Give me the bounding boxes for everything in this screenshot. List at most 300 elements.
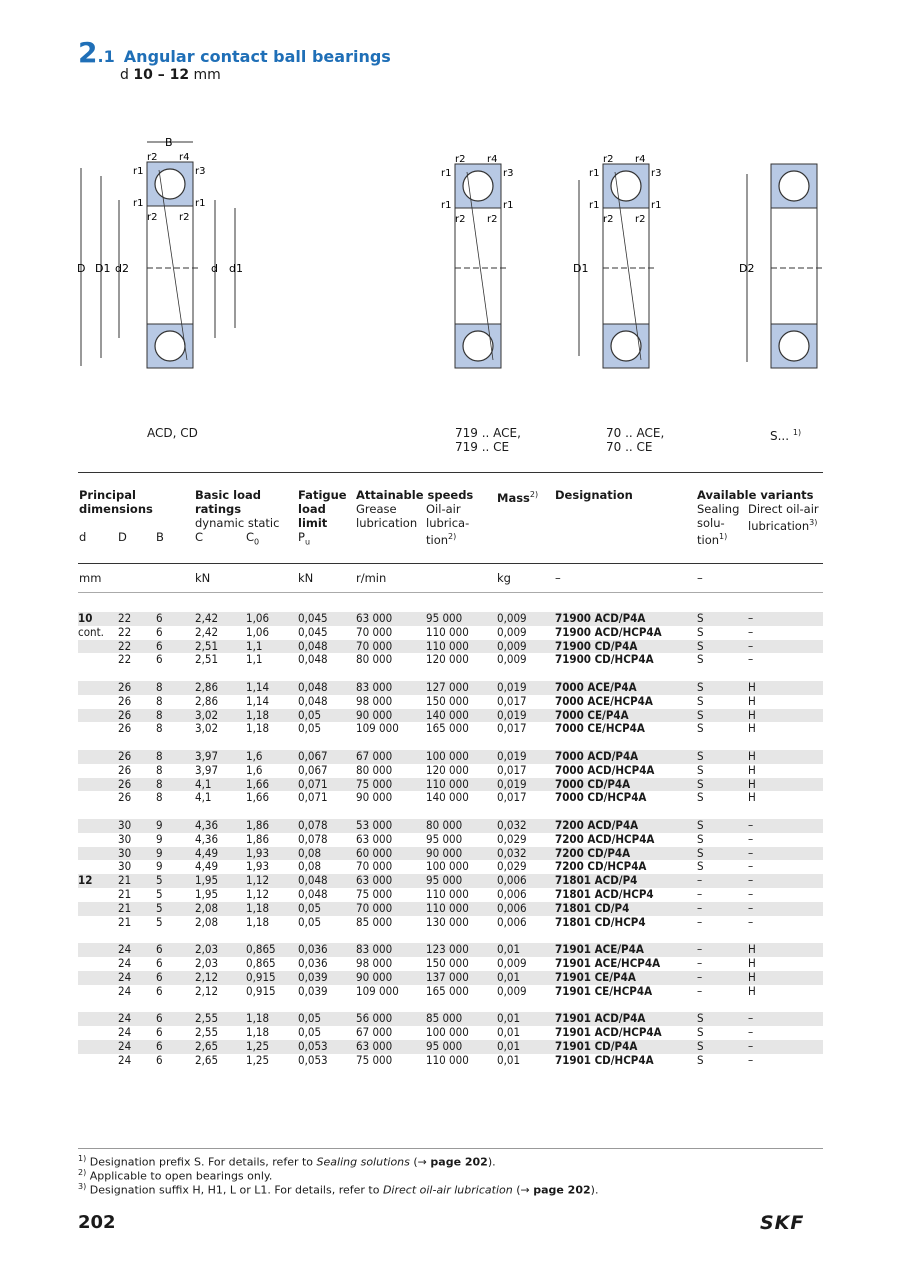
- table-cell: 1,95: [195, 874, 246, 888]
- table-cell: 95 000: [426, 612, 497, 626]
- svg-text:r2: r2: [603, 154, 614, 165]
- table-cell: 0,017: [497, 762, 527, 777]
- table-cell: [78, 888, 118, 902]
- table-cell: 7200 CD/P4A: [555, 847, 697, 861]
- table-cell: 70 000: [356, 859, 393, 874]
- table-cell: 2,51: [195, 640, 246, 654]
- table-cell: [78, 750, 118, 764]
- table-cell: 90 000: [356, 790, 393, 805]
- svg-text:r1: r1: [503, 200, 514, 211]
- table-cell: 24: [118, 1012, 156, 1026]
- table-cell: 0,05: [298, 721, 322, 736]
- table-cell: 150 000: [426, 955, 469, 970]
- table-cell: 80 000: [356, 762, 393, 777]
- table-cell: 5: [156, 914, 163, 929]
- table-cell: 0,036: [298, 943, 356, 957]
- table-cell: 80 000: [356, 652, 393, 667]
- table-cell: 0,019: [497, 778, 555, 792]
- table-cell: 71801 ACD/HCP4: [555, 886, 654, 901]
- table-cell: 1,93: [246, 859, 270, 874]
- table-cell: 24: [118, 955, 132, 970]
- table-cell: 2,55: [195, 1024, 219, 1039]
- table-cell: 0,048: [298, 693, 328, 708]
- group-gap: [78, 736, 823, 750]
- table-cell: 110 000: [426, 640, 497, 654]
- svg-text:D1: D1: [573, 262, 589, 275]
- dimension-range: d 10 – 12 mm: [120, 67, 221, 83]
- table-row: [78, 653, 823, 667]
- table-cell: 8: [156, 778, 195, 792]
- table-cell: 110 000: [426, 886, 469, 901]
- table-cell: H: [748, 762, 756, 777]
- skf-logo: SKF: [760, 1212, 805, 1234]
- hdr-mass: Mass$^{2)}$: [497, 490, 539, 505]
- table-cell: –: [748, 874, 823, 888]
- table-cell: 2,03: [195, 955, 219, 970]
- table-cell: 70 000: [356, 640, 426, 654]
- table-row: [78, 957, 823, 971]
- table-row: [78, 640, 823, 654]
- svg-text:r4: r4: [179, 152, 190, 163]
- table-cell: –: [748, 902, 823, 916]
- table-cell: 0,08: [298, 859, 322, 874]
- table-cell: 71901 ACD/P4A: [555, 1012, 697, 1026]
- svg-text:r2: r2: [455, 154, 466, 165]
- table-cell: –: [697, 983, 703, 998]
- table-cell: [78, 819, 118, 833]
- table-cell: 67 000: [356, 750, 426, 764]
- table-cell: 7200 ACD/HCP4A: [555, 831, 655, 846]
- table-cell: H: [748, 693, 756, 708]
- table-cell: 90 000: [356, 709, 426, 723]
- table-cell: 4,1: [195, 790, 212, 805]
- hdr-sealing: Sealing solu- tion$^{1)}$: [697, 502, 740, 547]
- table-row: [78, 943, 823, 957]
- table-cell: 0,08: [298, 847, 356, 861]
- table-cell: 9: [156, 819, 195, 833]
- table-cell: –: [748, 624, 754, 639]
- table-cell: –: [748, 819, 823, 833]
- table-cell: 71901 CD/HCP4A: [555, 1052, 654, 1067]
- table-cell: 6: [156, 943, 195, 957]
- table-cell: 2,65: [195, 1040, 246, 1054]
- table-cell: 7000 CE/P4A: [555, 709, 697, 723]
- svg-text:d1: d1: [229, 262, 243, 275]
- table-cell: 22: [118, 624, 132, 639]
- table-cell: –: [748, 914, 754, 929]
- table-cell: H: [748, 709, 823, 723]
- svg-text:D2: D2: [739, 262, 755, 275]
- svg-text:r1: r1: [651, 200, 662, 211]
- svg-text:r4: r4: [635, 154, 646, 165]
- table-row: [78, 985, 823, 999]
- table-cell: 1,25: [246, 1052, 270, 1067]
- table-cell: 22: [118, 640, 156, 654]
- table-cell: 8: [156, 693, 163, 708]
- group-gap: [78, 805, 823, 819]
- table-cell: 3,97: [195, 762, 219, 777]
- footnote-3: $^{3)}$ Designation suffix H, H1, L or L1. For details, refer to Direct oil-air lubrication (→ page 202).: [78, 1182, 599, 1197]
- table-cell: 26: [118, 721, 132, 736]
- table-cell: 8: [156, 750, 195, 764]
- bearing-drawings: [75, 130, 835, 390]
- table-cell: 1,66: [246, 778, 298, 792]
- table-cell: 1,18: [246, 721, 270, 736]
- table-cell: S: [697, 1040, 748, 1054]
- table-cell: 6: [156, 640, 195, 654]
- table-cell: S: [697, 1052, 704, 1067]
- table-cell: 1,86: [246, 831, 270, 846]
- table-cell: 71900 ACD/HCP4A: [555, 624, 662, 639]
- table-cell: [78, 916, 118, 930]
- table-cell: 71901 ACE/P4A: [555, 943, 697, 957]
- table-cell: 90 000: [426, 847, 497, 861]
- table-cell: 0,048: [298, 886, 328, 901]
- table-cell: 100 000: [426, 750, 497, 764]
- table-row: [78, 681, 823, 695]
- table-cell: S: [697, 762, 704, 777]
- table-cell: 130 000: [426, 914, 469, 929]
- hdr-grease: Grease lubrication: [356, 502, 418, 530]
- table-cell: 1,18: [246, 902, 298, 916]
- table-cell: 2,42: [195, 624, 219, 639]
- table-row: [78, 833, 823, 847]
- table-cell: 10: [78, 612, 118, 626]
- hdr-speeds: Attainable speeds: [356, 488, 474, 502]
- table-cell: 7000 CE/HCP4A: [555, 721, 645, 736]
- table-cell: 8: [156, 681, 195, 695]
- table-cell: 70 000: [356, 902, 426, 916]
- table-cell: 2,42: [195, 612, 246, 626]
- table-row: [78, 626, 823, 640]
- divider-footnotes: [78, 1148, 823, 1149]
- table-cell: 7000 ACE/HCP4A: [555, 693, 653, 708]
- table-cell: 63 000: [356, 612, 426, 626]
- group-gap: [78, 998, 823, 1012]
- table-cell: –: [697, 902, 748, 916]
- table-cell: 2,08: [195, 914, 219, 929]
- table-cell: –: [697, 886, 703, 901]
- table-cell: 0,048: [298, 681, 356, 695]
- table-cell: 0,019: [497, 709, 555, 723]
- svg-text:r4: r4: [487, 154, 498, 165]
- table-cell: 6: [156, 1040, 195, 1054]
- svg-text:d: d: [211, 262, 218, 275]
- table-cell: 1,1: [246, 640, 298, 654]
- table-cell: 3,97: [195, 750, 246, 764]
- table-cell: –: [748, 831, 754, 846]
- table-cell: [78, 764, 118, 778]
- table-cell: 1,66: [246, 790, 270, 805]
- table-cell: 0,053: [298, 1052, 328, 1067]
- table-cell: S: [697, 612, 748, 626]
- table-cell: 0,009: [497, 624, 527, 639]
- table-cell: 1,06: [246, 624, 270, 639]
- table-cell: 53 000: [356, 819, 426, 833]
- table-cell: 24: [118, 1024, 132, 1039]
- table-cell: 0,009: [497, 983, 527, 998]
- svg-text:r1: r1: [133, 166, 144, 177]
- table-cell: 85 000: [426, 1012, 497, 1026]
- table-cell: 9: [156, 859, 163, 874]
- svg-text:r2: r2: [147, 152, 158, 163]
- table-cell: 71901 CE/P4A: [555, 971, 697, 985]
- table-cell: H: [748, 955, 756, 970]
- hdr-basic: Basic load ratings dynamic static: [195, 488, 280, 530]
- table-cell: 0,032: [497, 819, 555, 833]
- table-cell: –: [697, 955, 703, 970]
- table-cell: 5: [156, 902, 195, 916]
- table-cell: 0,006: [497, 902, 555, 916]
- table-cell: S: [697, 831, 704, 846]
- table-cell: 1,12: [246, 874, 298, 888]
- table-cell: 4,49: [195, 859, 219, 874]
- table-cell: 30: [118, 847, 156, 861]
- group-gap: [78, 929, 823, 943]
- table-cell: 1,12: [246, 886, 270, 901]
- table-cell: 22: [118, 652, 132, 667]
- table-cell: S: [697, 859, 704, 874]
- table-cell: 0,032: [497, 847, 555, 861]
- table-cell: 2,86: [195, 693, 219, 708]
- hdr-variants: Available variants: [697, 488, 814, 502]
- table-cell: H: [748, 943, 823, 957]
- table-cell: 120 000: [426, 652, 469, 667]
- table-row: [78, 847, 823, 861]
- table-cell: 0,039: [298, 983, 328, 998]
- svg-text:r2: r2: [487, 214, 498, 225]
- table-cell: 110 000: [426, 1052, 469, 1067]
- table-cell: 70 000: [356, 624, 393, 639]
- divider-units: [78, 592, 823, 593]
- table-cell: S: [697, 790, 704, 805]
- table-cell: 67 000: [356, 1024, 393, 1039]
- table-cell: 110 000: [426, 624, 469, 639]
- table-cell: 0,05: [298, 1024, 322, 1039]
- table-cell: –: [697, 943, 748, 957]
- group-gap: [78, 667, 823, 681]
- table-cell: 71901 CD/P4A: [555, 1040, 697, 1054]
- table-cell: 0,039: [298, 971, 356, 985]
- table-cell: 1,18: [246, 709, 298, 723]
- table-cell: S: [697, 1012, 748, 1026]
- table-cell: 24: [118, 1040, 156, 1054]
- svg-text:r1: r1: [195, 198, 206, 209]
- table-cell: S: [697, 778, 748, 792]
- caption-719: 719 .. ACE, 719 .. CE: [455, 426, 521, 454]
- svg-text:r2: r2: [147, 212, 158, 223]
- table-cell: 8: [156, 762, 163, 777]
- table-cell: H: [748, 983, 756, 998]
- table-cell: 7000 ACD/HCP4A: [555, 762, 655, 777]
- table-cell: 71801 CD/HCP4: [555, 914, 646, 929]
- table-cell: –: [697, 971, 748, 985]
- table-cell: 0,915: [246, 971, 298, 985]
- table-cell: 2,65: [195, 1052, 219, 1067]
- table-cell: S: [697, 624, 704, 639]
- table-cell: 80 000: [426, 819, 497, 833]
- table-cell: 26: [118, 790, 132, 805]
- table-row: [78, 791, 823, 805]
- table-cell: 56 000: [356, 1012, 426, 1026]
- table-cell: 26: [118, 681, 156, 695]
- table-cell: 0,01: [497, 1052, 521, 1067]
- table-cell: 71900 CD/P4A: [555, 640, 697, 654]
- table-cell: 140 000: [426, 790, 469, 805]
- hdr-principal: Principal dimensions: [79, 488, 153, 516]
- table-cell: [78, 653, 118, 667]
- table-cell: H: [748, 681, 823, 695]
- divider-header: [78, 563, 823, 564]
- table-cell: 0,078: [298, 819, 356, 833]
- table-cell: 21: [118, 886, 132, 901]
- table-cell: 7200 CD/HCP4A: [555, 859, 647, 874]
- table-cell: 0,067: [298, 750, 356, 764]
- table-cell: S: [697, 681, 748, 695]
- table-cell: 0,01: [497, 1040, 555, 1054]
- svg-text:r2: r2: [603, 214, 614, 225]
- table-cell: 90 000: [356, 971, 426, 985]
- table-cell: 109 000: [356, 983, 399, 998]
- table-cell: 95 000: [426, 874, 497, 888]
- table-cell: –: [748, 652, 754, 667]
- table-cell: –: [697, 914, 703, 929]
- table-cell: –: [748, 612, 823, 626]
- table-cell: 63 000: [356, 1040, 426, 1054]
- table-cell: 110 000: [426, 902, 497, 916]
- table-cell: [78, 722, 118, 736]
- svg-text:r2: r2: [179, 212, 190, 223]
- table-cell: [78, 695, 118, 709]
- table-cell: 140 000: [426, 709, 497, 723]
- table-cell: 1,86: [246, 819, 298, 833]
- table-cell: 150 000: [426, 693, 469, 708]
- table-cell: 7000 CD/HCP4A: [555, 790, 647, 805]
- table-cell: 1,18: [246, 1024, 270, 1039]
- svg-text:r1: r1: [589, 168, 600, 179]
- table-cell: 6: [156, 652, 163, 667]
- table-cell: 8: [156, 709, 195, 723]
- table-cell: 1,18: [246, 914, 270, 929]
- table-cell: [78, 833, 118, 847]
- table-cell: 71801 ACD/P4: [555, 874, 697, 888]
- table-cell: S: [697, 693, 704, 708]
- table-cell: 12: [78, 874, 118, 888]
- table-cell: 0,009: [497, 640, 555, 654]
- table-cell: H: [748, 790, 756, 805]
- table-cell: 4,1: [195, 778, 246, 792]
- table-cell: S: [697, 750, 748, 764]
- table-cell: 2,03: [195, 943, 246, 957]
- svg-text:r3: r3: [195, 166, 206, 177]
- table-cell: 1,18: [246, 1012, 298, 1026]
- table-cell: 21: [118, 874, 156, 888]
- table-cell: [78, 943, 118, 957]
- table-cell: 98 000: [356, 955, 393, 970]
- table-cell: 26: [118, 778, 156, 792]
- table-cell: 0,01: [497, 971, 555, 985]
- table-cell: 71801 CD/P4: [555, 902, 697, 916]
- table-cell: 5: [156, 874, 195, 888]
- table-cell: 2,12: [195, 971, 246, 985]
- table-cell: 0,053: [298, 1040, 356, 1054]
- table-cell: 83 000: [356, 943, 426, 957]
- table-cell: 0,01: [497, 943, 555, 957]
- table-cell: 24: [118, 943, 156, 957]
- table-cell: 9: [156, 847, 195, 861]
- table-cell: 8: [156, 721, 163, 736]
- section-number: 2: [78, 36, 98, 69]
- table-cell: 0,017: [497, 693, 527, 708]
- svg-text:r2: r2: [635, 214, 646, 225]
- table-cell: 1,6: [246, 762, 263, 777]
- table-cell: 6: [156, 612, 195, 626]
- table-cell: 100 000: [426, 1024, 469, 1039]
- table-cell: 0,036: [298, 955, 328, 970]
- hdr-oil: Oil-air lubrica- tion$^{2)}$: [426, 502, 470, 547]
- table-cell: [78, 847, 118, 861]
- table-cell: 1,6: [246, 750, 298, 764]
- table-row: [78, 778, 823, 792]
- table-cell: 71901 CE/HCP4A: [555, 983, 653, 998]
- table-cell: –: [748, 1024, 754, 1039]
- caption-s: S... $^{1)}$: [770, 428, 802, 443]
- table-cell: [78, 778, 118, 792]
- table-cell: 83 000: [356, 681, 426, 695]
- table-row: [78, 888, 823, 902]
- table-cell: 0,078: [298, 831, 328, 846]
- svg-text:r2: r2: [455, 214, 466, 225]
- svg-text:r3: r3: [503, 168, 514, 179]
- table-cell: [78, 985, 118, 999]
- table-row: [78, 709, 823, 723]
- table-cell: 30: [118, 859, 132, 874]
- drawing-acd-cd: [77, 136, 243, 368]
- table-cell: 1,93: [246, 847, 298, 861]
- drawing-s-sealed: [739, 164, 823, 368]
- table-cell: 71901 ACD/HCP4A: [555, 1024, 662, 1039]
- table-cell: 26: [118, 750, 156, 764]
- table-cell: [78, 709, 118, 723]
- table-row: [78, 971, 823, 985]
- table-cell: 1,06: [246, 612, 298, 626]
- table-cell: 26: [118, 693, 132, 708]
- table-cell: 0,006: [497, 914, 527, 929]
- table-cell: 0,029: [497, 831, 527, 846]
- table-cell: 0,048: [298, 874, 356, 888]
- table-cell: H: [748, 750, 823, 764]
- table-cell: 110 000: [426, 778, 497, 792]
- table-cell: 109 000: [356, 721, 399, 736]
- table-cell: 95 000: [426, 831, 463, 846]
- table-cell: 4,49: [195, 847, 246, 861]
- table-row: [78, 1040, 823, 1054]
- table-cell: 165 000: [426, 983, 469, 998]
- table-cell: 0,019: [497, 750, 555, 764]
- table-cell: 127 000: [426, 681, 497, 695]
- table-cell: 75 000: [356, 778, 426, 792]
- table-cell: 0,048: [298, 652, 328, 667]
- table-cell: 0,01: [497, 1024, 521, 1039]
- table-cell: 2,08: [195, 902, 246, 916]
- table-cell: H: [748, 778, 823, 792]
- table-cell: 24: [118, 983, 132, 998]
- table-cell: [78, 971, 118, 985]
- table-row: [78, 874, 823, 888]
- table-cell: 63 000: [356, 831, 393, 846]
- svg-text:D: D: [77, 262, 86, 275]
- table-cell: 85 000: [356, 914, 393, 929]
